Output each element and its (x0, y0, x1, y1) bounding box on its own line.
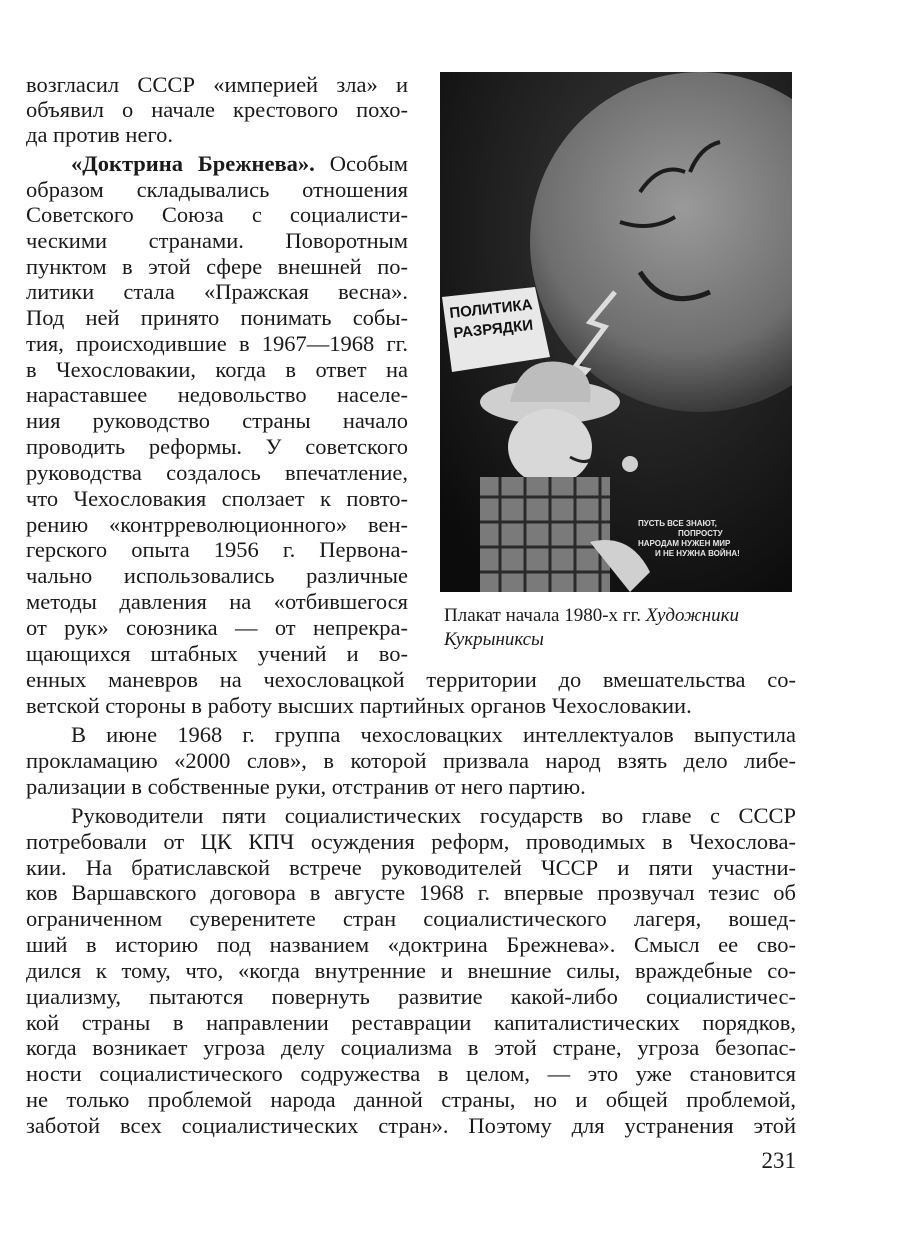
text-line: руководства создалось впечатление, (26, 460, 408, 485)
text-line: объявил о начале крестового похо- (26, 97, 408, 122)
text-line: тия, происходившие в 1967—1968 гг. (26, 331, 408, 356)
text-line: заботой всех социалистических стран». Поэтому для устранения этой (26, 1113, 796, 1138)
text-line: в Чехословакии, когда в ответ на (26, 357, 408, 382)
text-line: нараставшее недовольство населе- (26, 382, 408, 407)
text-line: ков Варшавского договора в августе 1968 г. впервые прозвучал тезис об (26, 880, 796, 905)
poster-illustration (440, 72, 792, 592)
banner-text: РАЗРЯДКИ (452, 316, 534, 342)
text-line: рению «контрреволюционного» вен- (26, 512, 408, 537)
text-line: возгласил СССР «империей зла» и (26, 72, 408, 97)
poster-slogan: И НЕ НУЖНА ВОЙНА! (655, 549, 740, 558)
text-line: потребовали от ЦК КПЧ осуждения реформ, проводимых в Чехослова- (26, 829, 796, 854)
section-heading-line (71, 151, 408, 176)
bomb (622, 456, 638, 472)
text-line: что Чехословакия сползает к повто- (26, 486, 408, 511)
poster-caption-line (444, 628, 794, 651)
text-line: ограниченном суверенитете стран социалистического лагеря, вошед- (26, 906, 796, 931)
cowboy-face (508, 409, 592, 485)
text-line: ший в историю под названием «доктрина Брежнева». Смысл ее сво- (26, 932, 796, 957)
caption-plain: Плакат начала 1980-х гг. (444, 605, 642, 626)
poster-caption-line (444, 604, 794, 627)
text-line: когда возникает угроза делу социализма в этой стране, угроза безопас- (26, 1035, 796, 1060)
text-line: чально использовались различные (26, 563, 408, 588)
text-line: ния руководство страны начало (26, 408, 408, 433)
text-line: ческими странами. Поворотным (26, 228, 408, 253)
section-title: «Доктрина Брежнева». (71, 151, 315, 176)
text-line: Под ней принято понимать собы- (26, 305, 408, 330)
text-line: герского опыта 1956 г. Первона- (26, 537, 408, 562)
page-number: 231 (761, 1148, 796, 1173)
text-line: проводить реформы. У советского (26, 434, 408, 459)
text-line: да против него. (26, 122, 173, 147)
text-line: прокламацию «2000 слов», в которой призвала народ взять дело либе- (26, 748, 796, 773)
text-line: Особым (329, 151, 408, 176)
text-line: не только проблемой народа данной страны, но и общей проблемой, (26, 1087, 796, 1112)
text-line: кой страны в направлении реставрации капиталистических порядков, (26, 1010, 796, 1035)
text-line: енных маневров на чехословацкой территории до вмешательства со- (26, 667, 796, 692)
text-line: рализации в собственные руки, отстранив от него партию. (26, 774, 586, 799)
text-line: дился к тому, что, «когда внутренние и внешние силы, враждебные со- (26, 958, 796, 983)
poster-slogan: ПОПРОСТУ (678, 529, 723, 538)
text-line: ветской стороны в работу высших партийных органов Чехословакии. (26, 693, 692, 718)
text-line: Советского Союза с социалисти- (26, 202, 408, 227)
banner-text: ПОЛИТИКА (448, 296, 534, 322)
poster-drawing (440, 72, 792, 592)
text-line: образом складывались отношения (26, 177, 408, 202)
text-line: литики стала «Пражская весна». (26, 279, 408, 304)
text-line: методы давления на «отбившегося (26, 589, 408, 614)
poster-slogan: ПУСТЬ ВСЕ ЗНАЮТ, (638, 519, 717, 528)
text-line: Руководители пяти социалистических государств во главе с СССР (71, 803, 796, 828)
caption-italic: Кукрыниксы (444, 629, 544, 650)
text-line: В июне 1968 г. группа чехословацких интеллектуалов выпустила (71, 722, 796, 747)
text-line: кии. На братиславской встрече руководителей ЧССР и пяти участни- (26, 855, 796, 880)
caption-italic: Художники (645, 605, 739, 626)
poster-slogan: НАРОДАМ НУЖЕН МИР (638, 539, 731, 548)
text-line: циализму, пытаются повернуть развитие какой-либо социалистичес- (26, 984, 796, 1009)
text-line: пунктом в этой сфере внешней по- (26, 254, 408, 279)
text-line: от рук» союзника — от непрекра- (26, 615, 408, 640)
text-line: щающихся штабных учений и во- (26, 641, 408, 666)
text-line: ности социалистического содружества в целом, — это уже становится (26, 1061, 796, 1086)
